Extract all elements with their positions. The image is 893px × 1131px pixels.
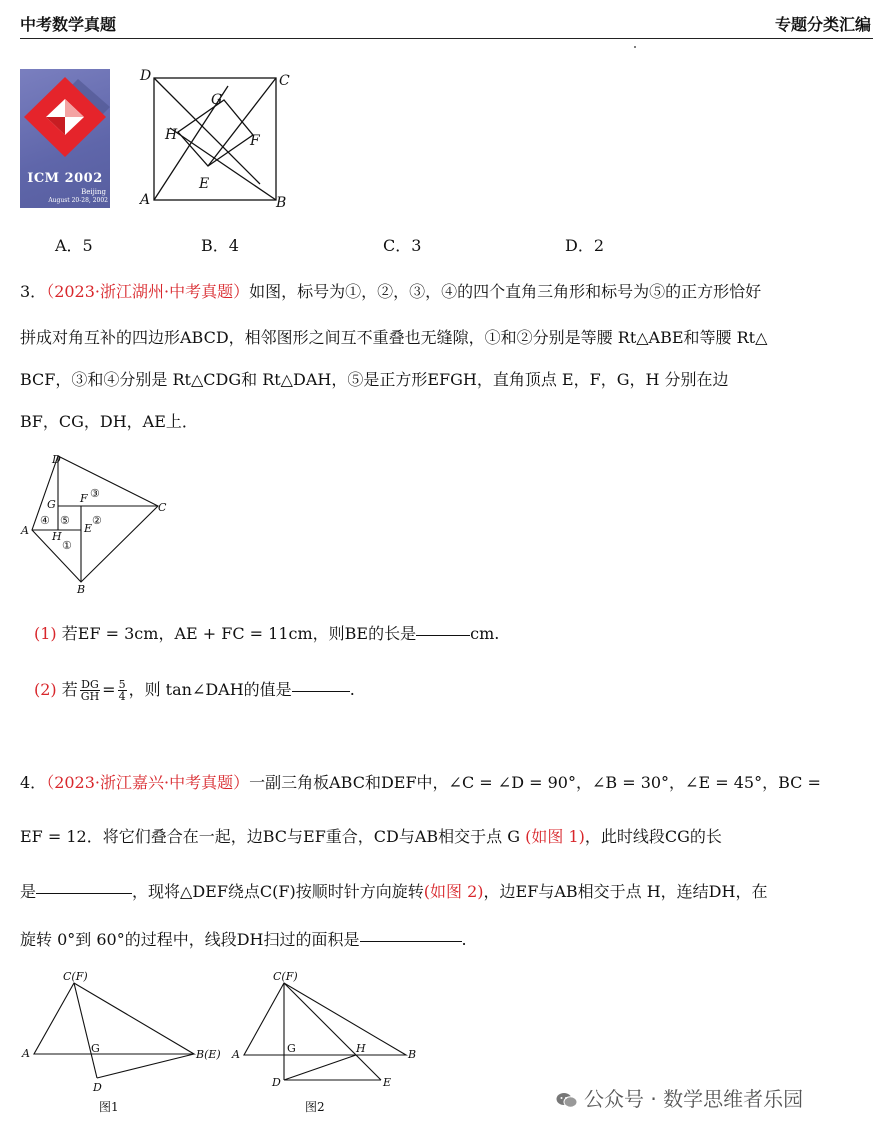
label-G: G bbox=[211, 92, 223, 108]
q4-line-4 bbox=[20, 929, 467, 951]
q3-label-C: C bbox=[158, 501, 167, 514]
fig2-label-a: A bbox=[232, 1048, 240, 1061]
fig1-label-a: A bbox=[22, 1047, 30, 1060]
q3-part-1-unit: cm. bbox=[470, 624, 500, 643]
q3-mark-2: ② bbox=[92, 514, 102, 527]
q3-line-4: BF，CG，DH，AE上． bbox=[20, 412, 198, 431]
wechat-icon bbox=[556, 1092, 578, 1108]
fig1-label-d: D bbox=[93, 1081, 102, 1094]
q3-mark-3: ③ bbox=[90, 487, 100, 500]
option-c[interactable]: C．3 bbox=[383, 236, 422, 255]
q3-mark-4: ④ bbox=[40, 514, 50, 527]
square-diagram bbox=[138, 66, 298, 214]
q4-text-2a: EF = 12．将它们叠合在一起，边BC与EF重合，CD与AB相交于点 G bbox=[20, 827, 526, 846]
label-B: B bbox=[276, 195, 287, 211]
q3-part-2-blank[interactable] bbox=[292, 690, 350, 692]
triangle-figure-2 bbox=[226, 968, 436, 1098]
q3-part-2 bbox=[34, 676, 355, 704]
fraction-denominator: GH bbox=[80, 690, 100, 703]
q3-mark-1: ① bbox=[62, 539, 72, 552]
q3-mark-5: ⑤ bbox=[60, 514, 70, 527]
option-a[interactable]: A．5 bbox=[55, 236, 93, 255]
fraction-numerator: DG bbox=[81, 678, 99, 691]
q4-line-1 bbox=[20, 772, 821, 794]
q3-label-D: D bbox=[52, 453, 61, 466]
q4-number: 4． bbox=[20, 773, 47, 792]
q3-part-2-label: (2) bbox=[34, 680, 57, 699]
q3-label-H: H bbox=[52, 530, 62, 543]
q3-label-G: G bbox=[47, 498, 56, 511]
q3-source: （2023·浙江湖州·中考真题） bbox=[46, 282, 250, 301]
fig2-label-d: D bbox=[272, 1076, 281, 1089]
label-E: E bbox=[199, 176, 210, 192]
option-d[interactable]: D．2 bbox=[565, 236, 605, 255]
q3-part-1 bbox=[34, 623, 499, 645]
label-A: A bbox=[140, 192, 151, 208]
q3-part-1-text: 若EF = 3cm，AE + FC = 11cm，则BE的长是 bbox=[61, 624, 417, 643]
fraction-dg-gh bbox=[80, 679, 100, 702]
fig2-caption: 图2 bbox=[305, 1100, 325, 1114]
fig2-label-e: E bbox=[383, 1076, 392, 1089]
q4-line-3 bbox=[20, 881, 767, 903]
q4-text-3d: ，边EF与AB相交于点 H，连结DH，在 bbox=[483, 882, 768, 901]
fig1-label-g: G bbox=[91, 1042, 100, 1055]
q4-text-3a: 是 bbox=[20, 882, 37, 901]
fraction-numerator-2: 5 bbox=[118, 678, 126, 691]
q3-label-E: E bbox=[84, 522, 93, 535]
q3-part-1-label: (1) bbox=[34, 624, 57, 643]
q4-blank-2[interactable] bbox=[360, 940, 462, 942]
watermark-text: 公众号 · 数学思维者乐园 bbox=[584, 1087, 804, 1111]
q4-source: （2023·浙江嘉兴·中考真题） bbox=[46, 773, 250, 792]
fig1-caption: 图1 bbox=[99, 1100, 119, 1114]
logo-title: ICM 2002 bbox=[27, 171, 103, 186]
label-D: D bbox=[140, 68, 152, 84]
option-b[interactable]: B．4 bbox=[201, 236, 239, 255]
q4-blank-1[interactable] bbox=[36, 892, 132, 894]
q4-fig2-ref: (如图 2) bbox=[423, 882, 484, 901]
q3-part-1-blank[interactable] bbox=[416, 634, 470, 636]
fraction-5-4 bbox=[118, 679, 127, 702]
header-divider bbox=[20, 38, 873, 39]
watermark bbox=[556, 1083, 803, 1112]
q3-label-F: F bbox=[80, 492, 88, 505]
fig2-label-h: H bbox=[356, 1042, 366, 1055]
fig1-label-be: B(E) bbox=[196, 1048, 221, 1061]
q3-line-2: 拼成对角互补的四边形ABCD，相邻图形之间互不重叠也无缝隙，①和②分别是等腰 Rt△ABE和等腰 Rt△ bbox=[20, 328, 768, 347]
q4-text-3b: ，现将△DEF绕点C(F)按顺时针方向旋转 bbox=[132, 882, 424, 901]
header-right-title: 专题分类汇编 bbox=[774, 15, 871, 34]
q3-line-3: BCF，③和④分别是 Rt△CDG和 Rt△DAH，⑤是正方形EFGH，直角顶点 E，F，G，H 分别在边 bbox=[20, 370, 729, 389]
stray-dot bbox=[634, 46, 636, 48]
q3-part-2-pre: 若 bbox=[61, 680, 78, 699]
triangle-figure-1 bbox=[18, 968, 233, 1098]
q4-fig1-ref: (如图 1) bbox=[525, 827, 585, 846]
q4-text-2c: ，此时线段CG的长 bbox=[584, 827, 722, 846]
logo-dates: August 20-28, 2002 bbox=[48, 197, 108, 204]
q3-part-2-post: ，则 tan∠DAH的值是 bbox=[128, 680, 292, 699]
q3-part-2-end: . bbox=[349, 680, 355, 699]
icm-2002-logo bbox=[20, 69, 110, 208]
q3-number: 3． bbox=[20, 282, 47, 301]
q3-label-A: A bbox=[21, 524, 29, 537]
q3-label-B: B bbox=[77, 583, 86, 596]
fig2-label-b: B bbox=[408, 1048, 417, 1061]
q4-line-2 bbox=[20, 826, 722, 848]
equals-sign: = bbox=[102, 680, 116, 699]
q4-text-4a: 旋转 0°到 60°的过程中，线段DH扫过的面积是 bbox=[20, 930, 360, 949]
header-left-title: 中考数学真题 bbox=[20, 15, 117, 34]
q4-text-1: 一副三角板ABC和DEF中，∠C = ∠D = 90°，∠B = 30°，∠E = 45°，BC = bbox=[249, 773, 821, 792]
label-F: F bbox=[250, 133, 260, 149]
logo-city: Beijing bbox=[81, 188, 106, 196]
q4-text-4b: . bbox=[461, 930, 467, 949]
q3-line-1 bbox=[20, 281, 761, 303]
fig2-label-cf: C(F) bbox=[273, 970, 298, 983]
label-H: H bbox=[165, 127, 178, 143]
fig1-label-cf: C(F) bbox=[63, 970, 88, 983]
fig2-label-g: G bbox=[287, 1042, 296, 1055]
label-C: C bbox=[279, 73, 290, 89]
fraction-denominator-2: 4 bbox=[118, 690, 126, 703]
quadrilateral-diagram bbox=[18, 450, 178, 600]
q3-text-1: 如图，标号为①，②，③，④的四个直角三角形和标号为⑤的正方形恰好 bbox=[249, 282, 762, 301]
